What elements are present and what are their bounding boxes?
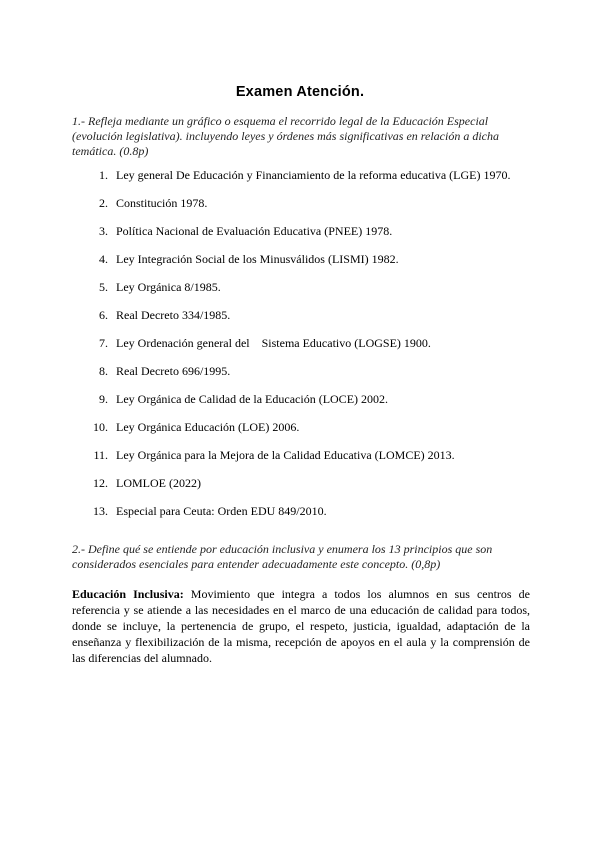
- list-item: [90, 308, 530, 336]
- question-2: 2.- Define qué se entiende por educación inclusiva y enumera los 13 principios que son considerados esenciales para entender adecuadamente este concepto. (0,8p): [72, 542, 493, 571]
- list-item-text: Ley Orgánica 8/1985.: [116, 280, 221, 294]
- list-item: [90, 364, 530, 392]
- list-item-text: Especial para Ceuta: Orden EDU 849/2010.: [116, 504, 327, 518]
- list-item-number: 13.: [93, 504, 108, 518]
- list-item-number: 4.: [99, 252, 108, 266]
- definition-text: Movimiento que integra a todos los alumnos en sus centros de referencia y se atiende a las necesidades en el marco de una educación de calidad para todos, donde se incluye, la pertenencia de grupo, el respeto, justicia, igualdad, adaptación de la enseñanza y flexibilización de la misma, recepción de apoyos en el aula y la comprensión de las diferencias del alumnado.: [72, 587, 530, 665]
- list-item-text: Real Decreto 334/1985.: [116, 308, 231, 322]
- list-item-number: 3.: [99, 224, 108, 238]
- list-item: [90, 420, 530, 448]
- list-item: [90, 476, 530, 504]
- list-item: [90, 168, 530, 196]
- list-item-number: 11.: [93, 448, 108, 462]
- definition-term: Educación Inclusiva:: [72, 587, 184, 601]
- list-item-text: Constitución 1978.: [116, 196, 208, 210]
- list-item-text: Ley Orgánica para la Mejora de la Calidad Educativa (LOMCE) 2013.: [116, 448, 455, 462]
- list-item-text: Ley Orgánica Educación (LOE) 2006.: [116, 420, 300, 434]
- list-item-number: 12.: [93, 476, 108, 490]
- question-1: 1.- Refleja mediante un gráfico o esquema el recorrido legal de la Educación Especial (evolución legislativa). incluyendo leyes y órdenes más significativas en relación a dicha temática. (0.8p): [72, 114, 499, 158]
- list-item-number: 1.: [99, 168, 108, 182]
- list-item-text: Real Decreto 696/1995.: [116, 364, 231, 378]
- list-item-number: 2.: [99, 196, 108, 210]
- list-item: [90, 252, 530, 280]
- list-item-text: Política Nacional de Evaluación Educativa (PNEE) 1978.: [116, 224, 393, 238]
- list-item-number: 7.: [99, 336, 108, 350]
- list-item-number: 5.: [99, 280, 108, 294]
- list-item-number: 6.: [99, 308, 108, 322]
- list-item-text: Ley general De Educación y Financiamiento de la reforma educativa (LGE) 1970.: [116, 168, 511, 182]
- law-list: [90, 168, 530, 532]
- list-item-number: 9.: [99, 392, 108, 406]
- definition-paragraph: [72, 586, 530, 666]
- list-item: [90, 392, 530, 420]
- list-item: [90, 224, 530, 252]
- list-item-text: Ley Ordenación general del Sistema Educativo (LOGSE) 1900.: [116, 336, 431, 350]
- list-item-text: Ley Integración Social de los Minusválidos (LISMI) 1982.: [116, 252, 399, 266]
- list-item: [90, 280, 530, 308]
- document-title: Examen Atención.: [235, 84, 365, 100]
- list-item: [90, 504, 530, 532]
- list-item: [90, 196, 530, 224]
- list-item-number: 8.: [99, 364, 108, 378]
- list-item-text: Ley Orgánica de Calidad de la Educación (LOCE) 2002.: [116, 392, 389, 406]
- list-item: [90, 336, 530, 364]
- list-item-number: 10.: [93, 420, 108, 434]
- list-item: [90, 448, 530, 476]
- list-item-text: LOMLOE (2022): [116, 476, 201, 490]
